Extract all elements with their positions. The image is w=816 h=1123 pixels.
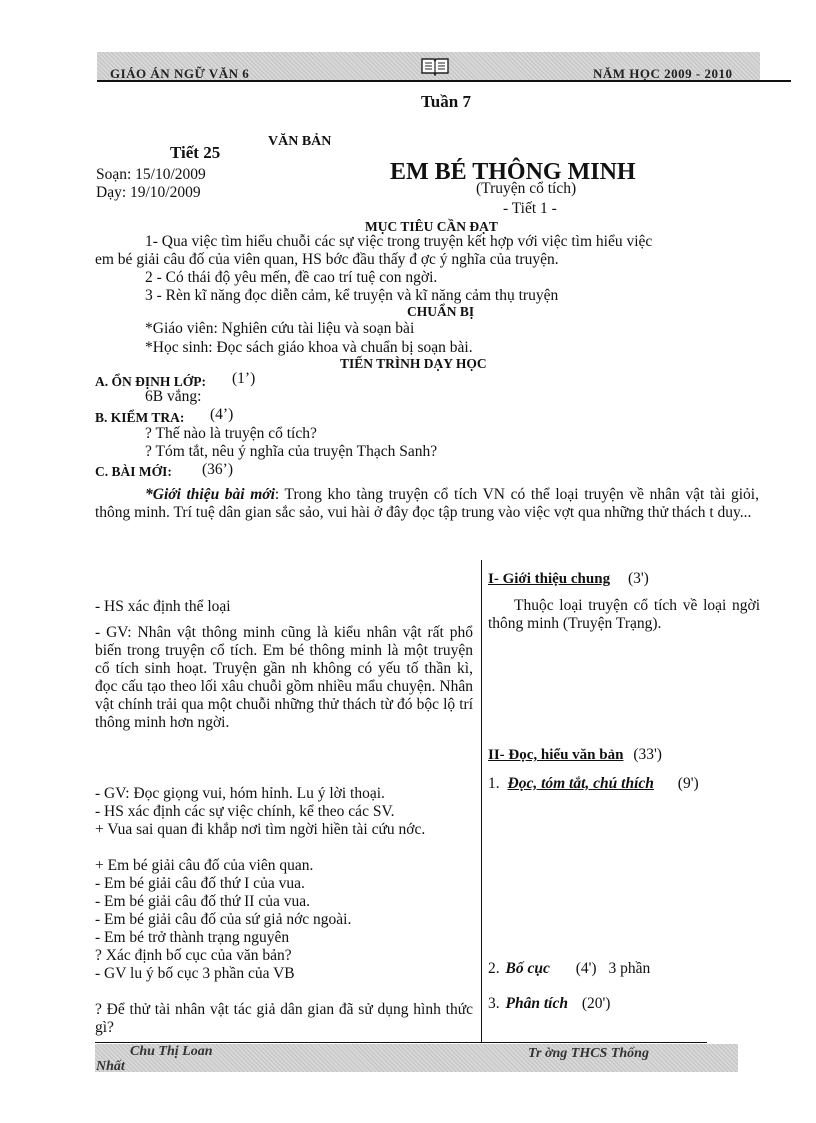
section-2-label: II- Đọc, hiểu văn bản bbox=[488, 747, 624, 763]
left-l8: - Em bé trở thành trạng nguyên bbox=[95, 929, 290, 946]
intro-label: *Giới thiệu bài mới bbox=[145, 486, 275, 503]
right-section-2 bbox=[488, 746, 662, 764]
left-l6: - Em bé giải câu đố thứ II của vua. bbox=[95, 893, 310, 910]
section-c-time: (36’) bbox=[202, 461, 233, 478]
prep-heading: CHUẨN BỊ bbox=[407, 304, 475, 319]
left-l7: - Em bé giải câu đố của sứ giả nớc ngoài. bbox=[95, 911, 352, 928]
process-heading: TIẾN TRÌNH DẠY HỌC bbox=[340, 356, 487, 371]
section-c-label: C. BÀI MỚI: bbox=[95, 464, 172, 479]
book-icon bbox=[420, 56, 450, 76]
right-item-3 bbox=[488, 995, 610, 1013]
lesson-prepared: Soạn: 15/10/2009 bbox=[96, 166, 206, 183]
table-bottom-rule bbox=[95, 1042, 707, 1043]
item-1-label: Đọc, tóm tắt, chú thích bbox=[507, 775, 654, 792]
left-p1: - HS xác định thể loại bbox=[95, 598, 231, 615]
header-right: NĂM HỌC 2009 - 2010 bbox=[593, 66, 733, 81]
item-2-label: Bố cục bbox=[505, 960, 550, 977]
prep-teacher: *Giáo viên: Nghiên cứu tài liệu và soạn bài bbox=[145, 320, 415, 337]
footer-right: Tr ờng THCS Thống bbox=[528, 1046, 649, 1061]
header-left: GIÁO ÁN NGỮ VĂN 6 bbox=[110, 66, 250, 81]
section-b-time: (4’) bbox=[210, 406, 234, 423]
column-divider bbox=[481, 560, 482, 1043]
lesson-subtitle: (Truyện cổ tích) bbox=[476, 180, 577, 197]
left-l4: + Em bé giải câu đố của viên quan. bbox=[95, 857, 314, 874]
section-b-q2: ? Tóm tắt, nêu ý nghĩa của truyện Thạch Sanh? bbox=[145, 443, 438, 460]
left-l10: - GV lu ý bố cục 3 phần của VB bbox=[95, 965, 295, 982]
section-a-time: (1’) bbox=[232, 370, 256, 387]
item-3-label: Phân tích bbox=[505, 995, 568, 1012]
section-1-label: I- Giới thiệu chung bbox=[488, 571, 611, 587]
intro-text: : Trong kho tàng truyện cổ tích VN có thể loại truyện về nhân vật tài giỏi, thông minh. Trí tuệ dân gian sắc sảo, vui hài ở đây đọc tập trung vào việc vợt qua những thử thách t duy... bbox=[95, 486, 759, 521]
section-a-label: A. ỔN ĐỊNH LỚP: bbox=[95, 374, 206, 389]
left-p2: - GV: Nhân vật thông minh cũng là kiểu nhân vật rất phổ biến trong truyện cổ tích. Em bé thông minh là một truyện cổ tích sinh hoạt. Truyện gần nh không có yếu tố thần kì, đọc cấu tạo theo lối xâu chuỗi gồm nhiều mẩu chuyện. Nhân vật chính trải qua một chuỗi những thử thách từ đó bộc lộ trí thông minh hơn ngời. bbox=[95, 624, 473, 731]
left-l3: + Vua sai quan đi khắp nơi tìm ngời hiền tài cứu nớc. bbox=[95, 821, 426, 838]
page-title: EM BÉ THÔNG MINH bbox=[390, 159, 636, 185]
item-1-number: 1. bbox=[488, 775, 500, 792]
section-a-note: 6B vắng: bbox=[145, 388, 202, 405]
lesson-taught: Dạy: 19/10/2009 bbox=[96, 184, 201, 201]
item-2-note: 3 phần bbox=[608, 960, 651, 977]
objective-1a: 1- Qua việc tìm hiểu chuỗi các sự việc trong truyện kết hợp với việc tìm hiểu việc bbox=[145, 233, 653, 250]
right-item-1 bbox=[488, 775, 699, 793]
section-b-q1: ? Thế nào là truyện cổ tích? bbox=[145, 425, 317, 442]
section-1-time: (3') bbox=[627, 570, 649, 587]
lesson-period: Tiết 25 bbox=[170, 143, 221, 162]
lesson-kind: VĂN BẢN bbox=[268, 134, 332, 149]
objective-3: 3 - Rèn kĩ năng đọc diễn cảm, kể truyện và kĩ năng cảm thụ truyện bbox=[145, 287, 559, 304]
item-2-number: 2. bbox=[488, 960, 500, 977]
footer-left: Chu Thị Loan bbox=[130, 1044, 213, 1059]
intro-paragraph bbox=[95, 486, 759, 522]
left-l11: ? Để thử tài nhân vật tác giả dân gian đã sử dụng hình thức gì? bbox=[95, 1001, 473, 1036]
item-1-time: (9') bbox=[677, 775, 699, 792]
item-3-time: (20') bbox=[581, 995, 611, 1012]
left-l5: - Em bé giải câu đố thứ I của vua. bbox=[95, 875, 305, 892]
item-3-number: 3. bbox=[488, 995, 500, 1012]
left-l2: - HS xác định các sự việc chính, kể theo các SV. bbox=[95, 803, 395, 820]
lesson-part: - Tiết 1 - bbox=[503, 200, 557, 217]
objective-1b: em bé giải câu đố của viên quan, HS bớc đầu thấy đ ợc ý nghĩa của truyện. bbox=[95, 251, 559, 268]
week-label: Tuần 7 bbox=[421, 92, 471, 111]
objective-2: 2 - Có thái độ yêu mến, đề cao trí tuệ con ngời. bbox=[145, 269, 438, 286]
left-l1: - GV: Đọc giọng vui, hóm hỉnh. Lu ý lời thoại. bbox=[95, 785, 385, 802]
objectives-heading: MỤC TIÊU CẦN ĐẠT bbox=[365, 219, 498, 234]
section-b-label: B. KIỂM TRA: bbox=[95, 410, 185, 425]
section-1-text: Thuộc loại truyện cổ tích về loại ngời thông minh (Truyện Trạng). bbox=[488, 597, 760, 632]
item-2-time: (4') bbox=[575, 960, 597, 977]
prep-student: *Học sinh: Đọc sách giáo khoa và chuẩn bị soạn bài. bbox=[145, 339, 473, 356]
left-l9: ? Xác định bố cục của văn bản? bbox=[95, 947, 292, 964]
right-section-1 bbox=[488, 570, 649, 588]
section-2-time: (33') bbox=[633, 746, 662, 763]
right-item-2 bbox=[488, 960, 650, 978]
footer-left-2: Nhất bbox=[96, 1059, 125, 1074]
